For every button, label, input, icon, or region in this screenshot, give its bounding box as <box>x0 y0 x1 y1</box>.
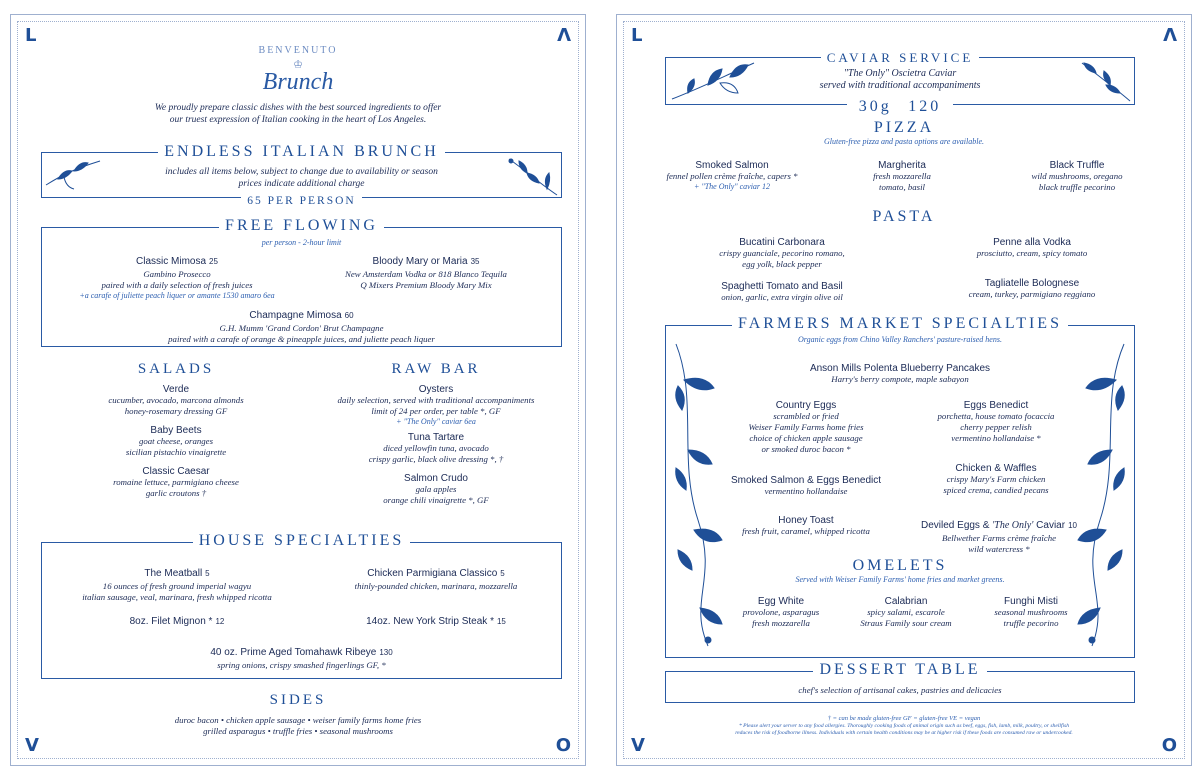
menu-item-oysters <box>301 384 571 427</box>
item-price: 10 <box>1068 521 1077 530</box>
item-desc: crispy garlic, black olive dressing *, † <box>368 454 504 464</box>
item-name: Bloody Mary or Maria <box>372 256 468 267</box>
menu-item-classic-mimosa <box>52 251 302 301</box>
item-price: 12 <box>215 617 225 626</box>
item-desc: thinly-pounded chicken, marinara, mozzarella <box>354 581 518 591</box>
item-price: 35 <box>470 257 480 266</box>
item-name: Oysters <box>418 384 454 395</box>
pizza-section <box>617 119 1191 147</box>
item-name-italic: 'The Only' <box>992 520 1034 531</box>
item-desc: black truffle pecorino <box>1038 182 1116 192</box>
item-desc: fennel pollen crème fraîche, capers * <box>666 171 798 181</box>
item-name: Tuna Tartare <box>407 432 465 443</box>
dessert-desc: chef's selection of artisanal cakes, pastries and delicacies <box>798 685 1002 695</box>
item-desc: Q Mixers Premium Bloody Mary Mix <box>360 280 492 290</box>
item-desc: gala apples <box>415 484 457 494</box>
item-price: 60 <box>344 311 354 320</box>
benvenuto-label: BENVENUTO <box>258 45 338 56</box>
item-name: Anson Mills Polenta Blueberry Pancakes <box>809 363 991 374</box>
omelets-section <box>666 557 1134 585</box>
item-desc: Gambino Prosecco <box>143 269 211 279</box>
raw-bar-section <box>301 361 571 506</box>
menu-item-chicken-waffles <box>906 463 1086 496</box>
farmers-market-box <box>665 315 1135 658</box>
dietary-legend: † = can be made gluten-free GF = gluten-free VE = vegan <box>827 715 981 722</box>
sides-list: grilled asparagus • truffle fries • seasonal mushrooms <box>203 726 393 736</box>
item-name: Smoked Salmon <box>695 160 769 171</box>
item-name: 8oz. Filet Mignon * <box>129 616 213 627</box>
dessert-table-box <box>665 661 1135 703</box>
A-monogram-icon: Λ <box>557 25 571 46</box>
V-monogram-icon: V <box>631 735 645 756</box>
item-price: 25 <box>209 257 218 266</box>
menu-item-salmon-crudo <box>301 473 571 506</box>
menu-item-ny-strip <box>311 611 561 629</box>
item-desc: truffle pecorino <box>1003 618 1059 628</box>
item-price: 130 <box>379 648 393 657</box>
allergy-warning: reduces the risk of foodborne illness. Individuals with certain health conditions may be at higher risk if these foods are consumed raw or undercooked. <box>735 730 1073 736</box>
item-desc: italian sausage, veal, marinara, fresh whipped ricotta <box>82 592 272 602</box>
house-specialties-title: HOUSE SPECIALTIES <box>193 532 411 549</box>
item-desc: 16 ounces of fresh ground imperial wagyu <box>102 581 252 591</box>
V-monogram-icon: V <box>25 735 39 756</box>
botanical-leaf-icon <box>668 59 758 103</box>
menu-item-tuna-tartare <box>301 432 571 465</box>
item-desc: onion, garlic, extra virgin olive oil <box>721 292 843 302</box>
item-name: Chicken & Waffles <box>955 463 1037 474</box>
pizza-title: PIZZA <box>873 119 935 136</box>
menu-item-deviled-eggs <box>902 515 1096 555</box>
item-desc: prosciutto, cream, spicy tomato <box>976 248 1088 258</box>
fleur-ornament-icon: ♔ <box>293 59 303 71</box>
menu-item-verde <box>51 384 301 417</box>
item-desc: Weiser Family Farms home fries <box>748 422 864 432</box>
menu-item-filet-mignon <box>42 611 312 629</box>
item-name: Eggs Benedict <box>963 400 1029 411</box>
pizza-note: Gluten-free pizza and pasta options are available. <box>823 137 985 146</box>
sides-section <box>11 692 585 737</box>
menu-item-calabrian <box>841 596 971 629</box>
sides-list: duroc bacon • chicken apple sausage • weiser family farms home fries <box>174 715 422 725</box>
menu-item-bloody-mary <box>301 251 551 291</box>
item-desc: diced yellowfin tuna, avocado <box>383 443 489 453</box>
menu-item-tagliatelle <box>907 278 1157 300</box>
item-desc: cherry pepper relish <box>960 422 1032 432</box>
farmers-market-title: FARMERS MARKET SPECIALTIES <box>732 315 1068 332</box>
item-desc: tomato, basil <box>879 182 925 192</box>
salads-title: SALADS <box>137 361 215 377</box>
menu-header <box>11 45 585 126</box>
item-desc: cucumber, avocado, marcona almonds <box>108 395 244 405</box>
raw-bar-title: RAW BAR <box>391 361 481 377</box>
farmers-market-note: Organic eggs from Chino Valley Ranchers' pasture-raised hens. <box>798 335 1002 344</box>
botanical-leaf-icon <box>489 155 559 197</box>
item-desc: paired with a daily selection of fresh juices <box>101 280 253 290</box>
endless-brunch-price: 65 PER PERSON <box>241 195 361 207</box>
menu-page-left <box>10 14 586 766</box>
item-desc: limit of 24 per order, per table *, GF <box>371 406 501 416</box>
item-desc: wild watercress * <box>968 544 1030 554</box>
caviar-service-title: CAVIAR SERVICE <box>821 50 980 65</box>
botanical-leaf-icon <box>44 155 104 195</box>
menu-item-eggs-benedict <box>906 400 1086 444</box>
item-name: Champagne Mimosa <box>249 310 342 321</box>
item-name: Caviar <box>1033 520 1066 531</box>
item-name: Margherita <box>878 160 926 171</box>
item-addon: + "The Only" caviar 12 <box>693 182 771 191</box>
free-flowing-title: FREE FLOWING <box>219 217 384 234</box>
house-specialties-box <box>41 532 562 679</box>
item-desc: Straus Family sour cream <box>860 618 952 628</box>
item-name: Black Truffle <box>1049 160 1105 171</box>
item-desc: crispy Mary's Farm chicken <box>946 474 1046 484</box>
item-desc: New Amsterdam Vodka or 818 Blanco Tequila <box>345 269 507 279</box>
menu-footer <box>657 715 1151 737</box>
item-desc: fresh fruit, caramel, whipped ricotta <box>742 526 870 536</box>
item-name: Deviled Eggs & <box>921 520 993 531</box>
item-desc: choice of chicken apple sausage <box>749 433 863 443</box>
item-desc: spicy salami, escarole <box>867 607 945 617</box>
item-desc: honey-rosemary dressing GF <box>124 406 228 416</box>
item-name: The Meatball <box>144 568 203 579</box>
menu-item-salmon-benedict <box>711 475 901 497</box>
menu-item-black-truffle <box>987 160 1167 193</box>
item-name: Classic Caesar <box>142 466 210 477</box>
item-desc: spiced crema, candied pecans <box>943 485 1049 495</box>
item-name: Smoked Salmon & Eggs Benedict <box>730 475 882 486</box>
item-desc: G.H. Mumm 'Grand Cordon' Brut Champagne <box>219 323 384 333</box>
menu-item-funghi-misti <box>966 596 1096 629</box>
O-monogram-icon: O <box>1161 735 1177 756</box>
free-flowing-subtitle: per person - 2-hour limit <box>261 238 342 247</box>
item-desc: garlic croutons † <box>145 488 207 498</box>
item-name: Spaghetti Tomato and Basil <box>721 281 843 292</box>
menu-title: Brunch <box>262 69 334 95</box>
allergy-warning: * Please alert your server to any food allergies. Thoroughly cooking foods of animal origin such as beef, eggs, fish, lamb, milk, poultry, or shellfish <box>738 723 1070 729</box>
item-addon: +a carafe of juliette peach liquer or amante 1530 amaro 6ea <box>79 291 275 300</box>
menu-item-classic-caesar <box>51 466 301 499</box>
menu-item-smoked-salmon-pizza <box>647 160 817 192</box>
A-monogram-icon: Λ <box>1163 25 1177 46</box>
botanical-leaf-icon <box>1076 59 1132 103</box>
salads-section <box>51 361 301 499</box>
item-desc: vermentino hollandaise * <box>951 433 1041 443</box>
item-name: Salmon Crudo <box>404 473 468 484</box>
item-name: Funghi Misti <box>1004 596 1058 607</box>
item-name: Penne alla Vodka <box>993 237 1071 248</box>
menu-item-pancakes <box>666 363 1134 385</box>
menu-item-meatball <box>42 563 312 603</box>
item-desc: scrambled or fried <box>773 411 839 421</box>
menu-item-baby-beets <box>51 425 301 458</box>
item-desc: Harry's berry compote, maple sabayon <box>831 374 969 384</box>
menu-item-bucatini <box>657 237 907 270</box>
item-desc: cream, turkey, parmigiano reggiano <box>968 289 1096 299</box>
menu-intro: We proudly prepare classic dishes with the best sourced ingredients to offer our truest expression of Italian cooking in the heart of Los Angeles. <box>154 103 442 125</box>
item-desc: Bellwether Farms crème fraîche <box>941 533 1057 543</box>
menu-item-country-eggs <box>716 400 896 455</box>
item-desc: goat cheese, oranges <box>138 436 214 446</box>
O-monogram-icon: O <box>555 735 571 756</box>
item-name: Chicken Parmigiana Classico <box>367 568 498 579</box>
caviar-desc: "The Only" Oscietra Caviar served with traditional accompaniments <box>819 68 981 91</box>
endless-brunch-box <box>41 143 562 207</box>
menu-item-egg-white <box>721 596 841 629</box>
item-desc: paired with a carafe of orange & pineapple juices, and juliette peach liquer <box>168 334 435 344</box>
item-price: 5 <box>205 569 210 578</box>
item-desc: seasonal mushrooms <box>994 607 1068 617</box>
caviar-service-box <box>665 50 1135 115</box>
L-monogram-icon: L <box>631 25 643 46</box>
item-desc: fresh mozzarella <box>752 618 810 628</box>
pasta-title: PASTA <box>872 208 936 225</box>
item-desc: fresh mozzarella <box>873 171 931 181</box>
caviar-price: 30g 120 <box>847 104 953 113</box>
L-monogram-icon: L <box>25 25 37 46</box>
menu-item-champagne-mimosa <box>42 305 561 345</box>
item-name: Verde <box>162 384 190 395</box>
item-name: Classic Mimosa <box>136 256 207 267</box>
item-desc: romaine lettuce, parmigiano cheese <box>113 477 239 487</box>
item-name: Egg White <box>757 596 805 607</box>
item-name: Country Eggs <box>775 400 837 411</box>
item-desc: wild mushrooms, oregano <box>1031 171 1123 181</box>
pasta-section <box>617 208 1191 226</box>
menu-item-chicken-parmigiana <box>311 563 561 592</box>
menu-page-right <box>616 14 1192 766</box>
item-price: 5 <box>500 569 505 578</box>
item-desc: vermentino hollandaise <box>764 486 848 496</box>
item-desc: sicilian pistachio vinaigrette <box>125 447 227 457</box>
menu-item-margherita <box>817 160 987 193</box>
item-desc: or smoked duroc bacon * <box>761 444 851 454</box>
endless-brunch-desc: includes all items below, subject to change due to availability or season prices indicate additional charge <box>165 167 438 189</box>
omelets-title: OMELETS <box>852 557 948 574</box>
item-desc: crispy guanciale, pecorino romano, <box>719 248 845 258</box>
item-desc: porchetta, house tomato focaccia <box>937 411 1055 421</box>
item-price: 15 <box>496 617 506 626</box>
dessert-table-title: DESSERT TABLE <box>813 661 986 678</box>
item-name: 40 oz. Prime Aged Tomahawk Ribeye <box>210 647 377 658</box>
item-desc: provolone, asparagus <box>742 607 820 617</box>
menu-item-penne <box>907 237 1157 259</box>
free-flowing-box <box>41 217 562 347</box>
item-name: Baby Beets <box>150 425 202 436</box>
item-name: Honey Toast <box>778 515 834 526</box>
item-desc: daily selection, served with traditional accompaniments <box>337 395 535 405</box>
omelets-note: Served with Weiser Family Farms' home fries and market greens. <box>795 575 1005 584</box>
item-name: Bucatini Carbonara <box>739 237 825 248</box>
item-desc: orange chili vinaigrette *, GF <box>383 495 489 505</box>
item-desc: egg yolk, black pepper <box>742 259 822 269</box>
item-addon: + "The Only" caviar 6ea <box>396 417 476 426</box>
endless-brunch-title: ENDLESS ITALIAN BRUNCH <box>158 143 445 160</box>
item-desc: spring onions, crispy smashed fingerlings GF, * <box>217 660 386 670</box>
sides-title: SIDES <box>269 692 327 708</box>
item-name: Tagliatelle Bolognese <box>984 278 1080 289</box>
item-name: 14oz. New York Strip Steak * <box>366 616 494 627</box>
item-name: Calabrian <box>884 596 928 607</box>
menu-item-spaghetti <box>657 281 907 303</box>
menu-item-honey-toast <box>716 515 896 537</box>
menu-item-tomahawk-ribeye <box>42 642 561 671</box>
